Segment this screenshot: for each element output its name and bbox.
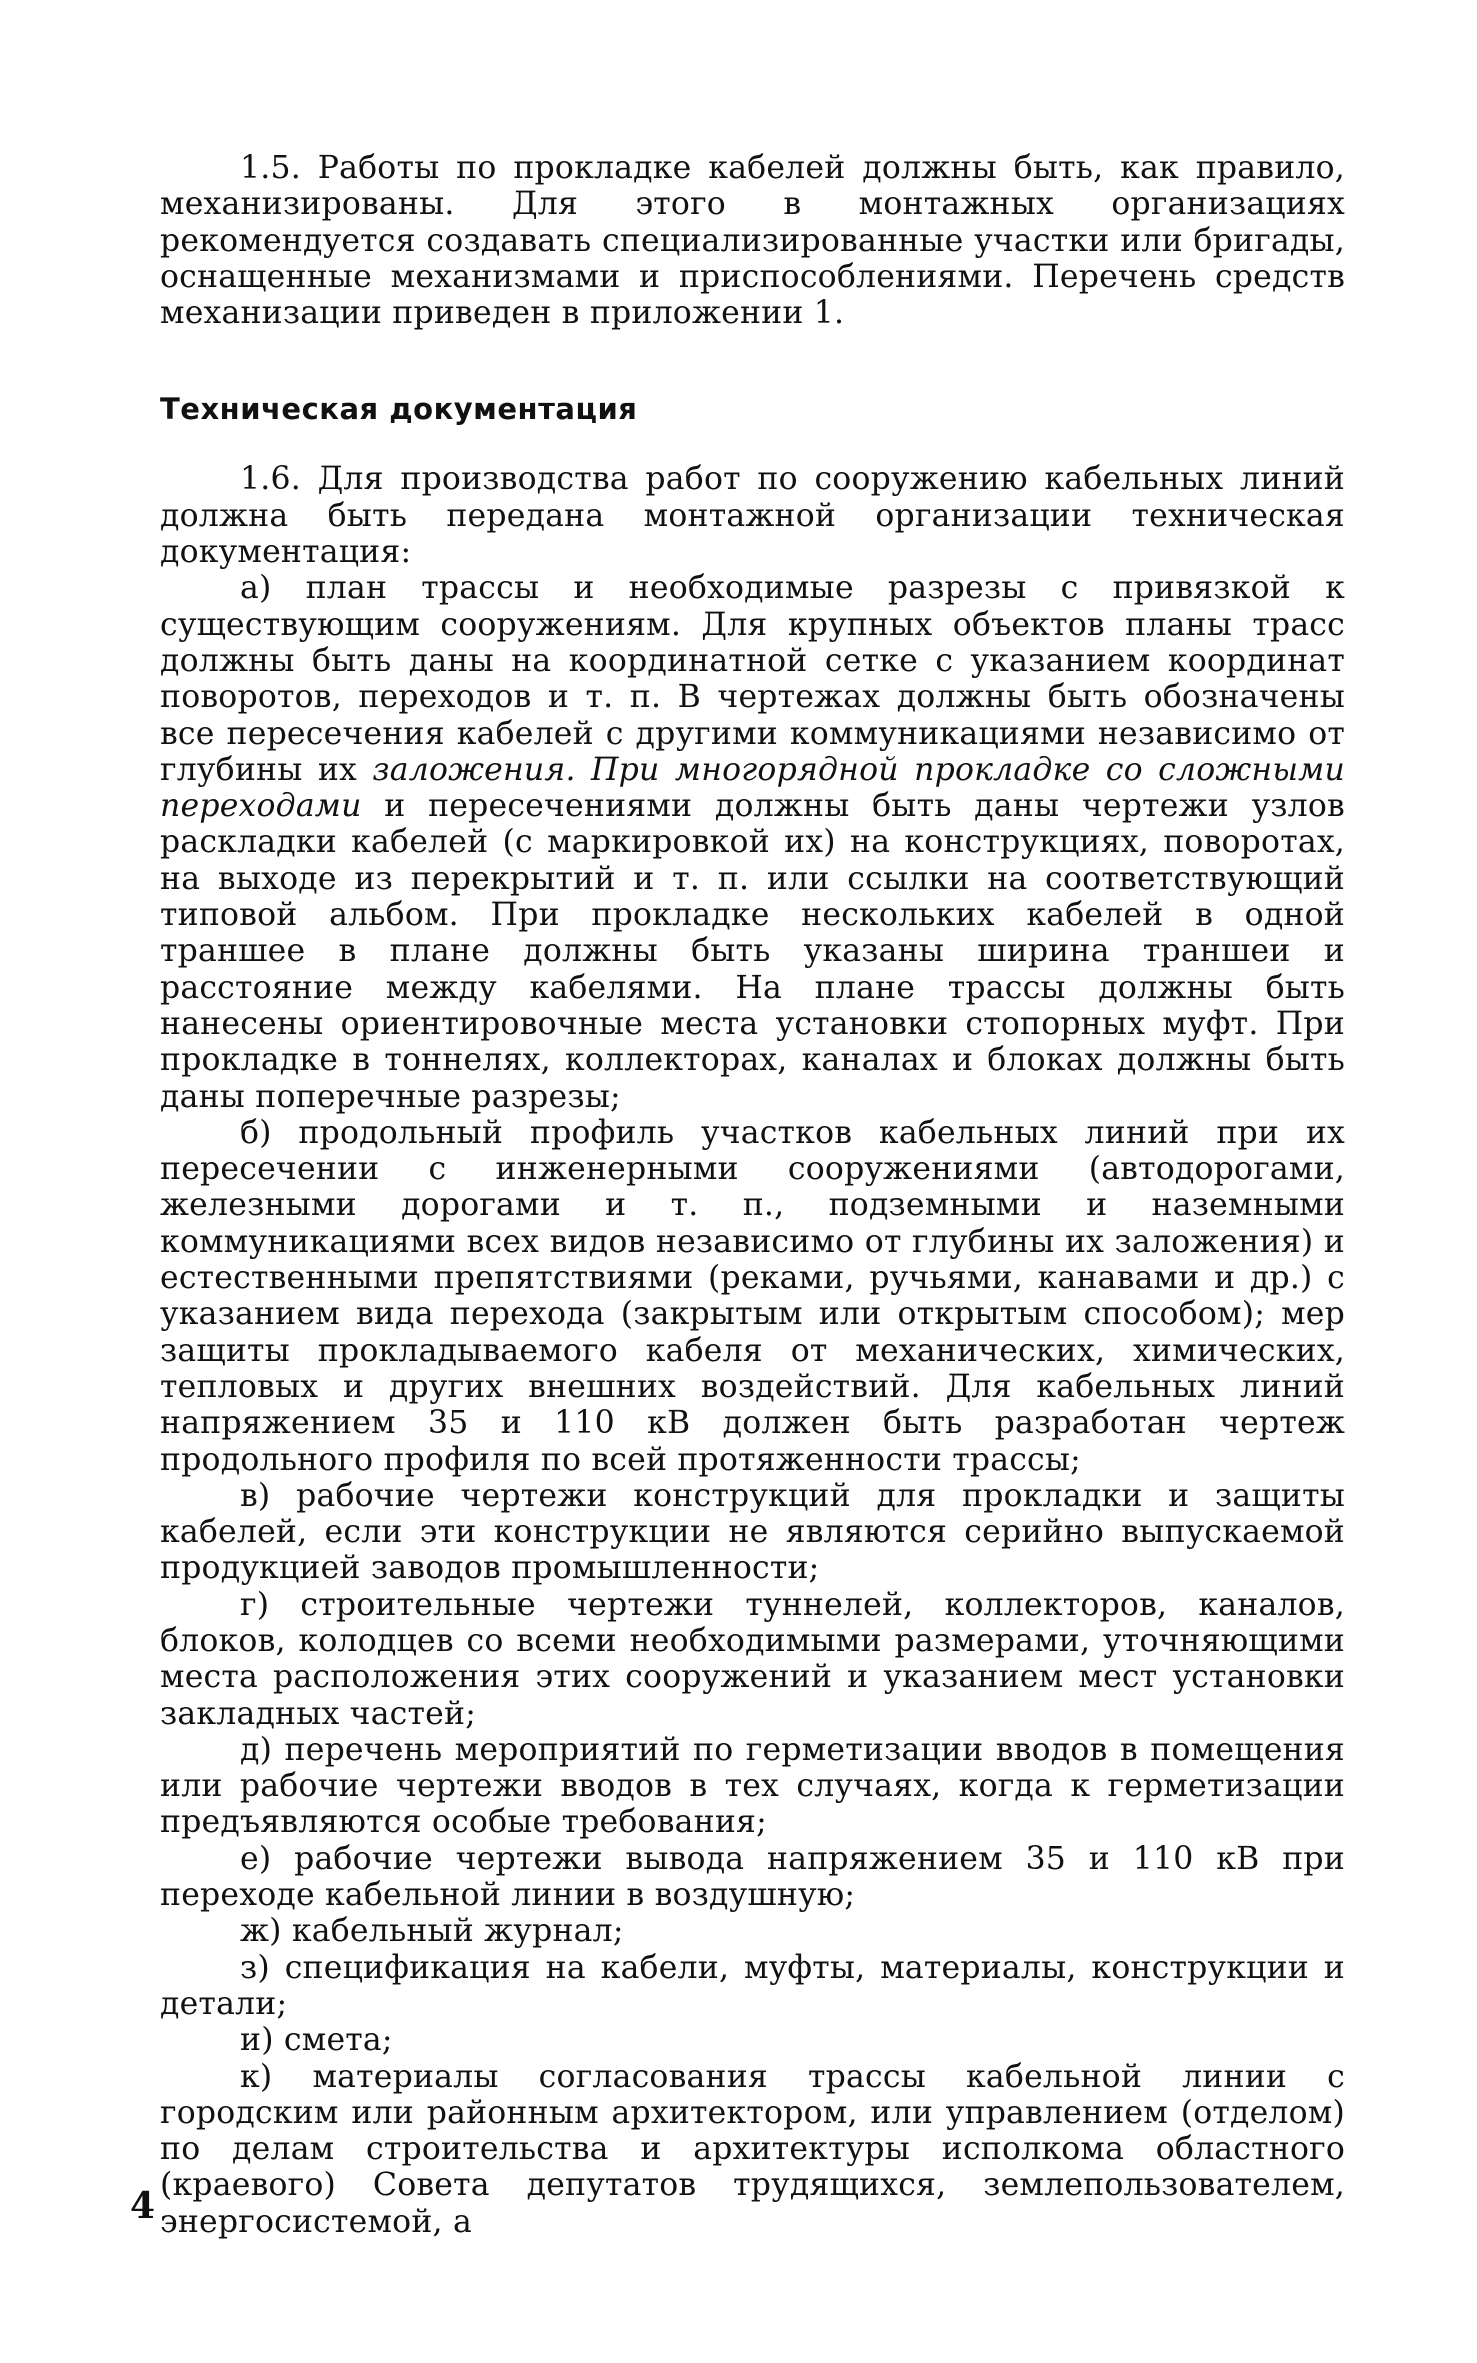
list-item-d: д) перечень мероприятий по герметизации вводов в помещения или рабочие чертежи вводов в тех случаях, когда к герметизации предъявляются особые требования; (160, 1731, 1345, 1841)
list-item-a-text-cont: и пересечениями должны быть даны чертежи узлов раскладки кабелей (с маркировкой их) на конструкциях, поворотах, на выходе из перекрытий и т. п. или ссылки на соответствующий типовой альбом. При прокладке нескольких кабелей в одной траншее в плане должны быть указаны ширина траншеи и расстояние между кабелями. На плане трассы должны быть нанесены ориентировочные места установки стопорных муфт. При прокладке в тоннелях, коллекторах, каналах и блоках должны быть даны поперечные разрезы; (160, 788, 1345, 1115)
list-item-z: з) спецификация на кабели, муфты, материалы, конструкции и детали; (160, 1949, 1345, 2022)
document-page (160, 150, 1345, 2240)
page-number: 4 (130, 2185, 156, 2227)
section-heading: Техническая документация (160, 392, 638, 427)
list-item-a-text: а) план трассы и необходимые разрезы с привязкой к существующим сооружениям. Для крупных объектов планы трасс должны быть даны на координатной сетке с указанием координат поворотов, переходов и т. п. В чертежах должны быть обозначены все пересечения кабелей с другими коммуникациями независимо от глубины их (160, 570, 1345, 788)
list-item-a (160, 570, 1345, 1114)
list-item-k: к) материалы согласования трассы кабельной линии с городским или районным архитектором, или управлением (отделом) по делам строительства и архитектуры исполкома областного (краевого) Совета депутатов трудящихся, землепользователем, энергосистемой, а (160, 2058, 1345, 2240)
list-item-g: г) строительные чертежи туннелей, коллекторов, каналов, блоков, колодцев со всеми необходимыми размерами, уточняющими места расположения этих сооружений и указанием мест установки закладных частей; (160, 1586, 1345, 1732)
list-item-i: и) смета; (240, 2022, 393, 2059)
list-item-b: б) продольный профиль участков кабельных линий при их пересечении с инженерными сооружениями (автодорогами, железными дорогами и т. п., подземными и наземными коммуникациями всех видов независимо от глубины их заложения) и естественными препятствиями (реками, ручьями, канавами и др.) с указанием вида перехода (закрытым или открытым способом); мер защиты прокладываемого кабеля от механических, химических, тепловых и других внешних воздействий. Для кабельных линий напряжением 35 и 110 кВ должен быть разработан чертеж продольного профиля по всей протяженности трассы; (160, 1114, 1345, 1478)
list-item-zh: ж) кабельный журнал; (240, 1913, 624, 1950)
paragraph-1-5: 1.5. Работы по прокладке кабелей должны быть, как правило, механизированы. Для этого в монтажных организациях рекомендуется создавать специализированные участки или бригады, оснащенные механизмами и приспособлениями. Перечень средств механизации приведен в приложении 1. (160, 150, 1345, 332)
list-item-a-italic: заложения. При многорядной прокладке со сложными переходами (160, 751, 1345, 825)
list-item-e: е) рабочие чертежи вывода напряжением 35 и 110 кВ при переходе кабельной линии в воздушную; (160, 1840, 1345, 1914)
list-item-v: в) рабочие чертежи конструкций для прокладки и защиты кабелей, если эти конструкции не являются серийно выпускаемой продукцией заводов промышленности; (160, 1477, 1345, 1587)
paragraph-1-6-intro: 1.6. Для производства работ по сооружению кабельных линий должна быть передана монтажной организации техническая документация: (160, 461, 1345, 571)
